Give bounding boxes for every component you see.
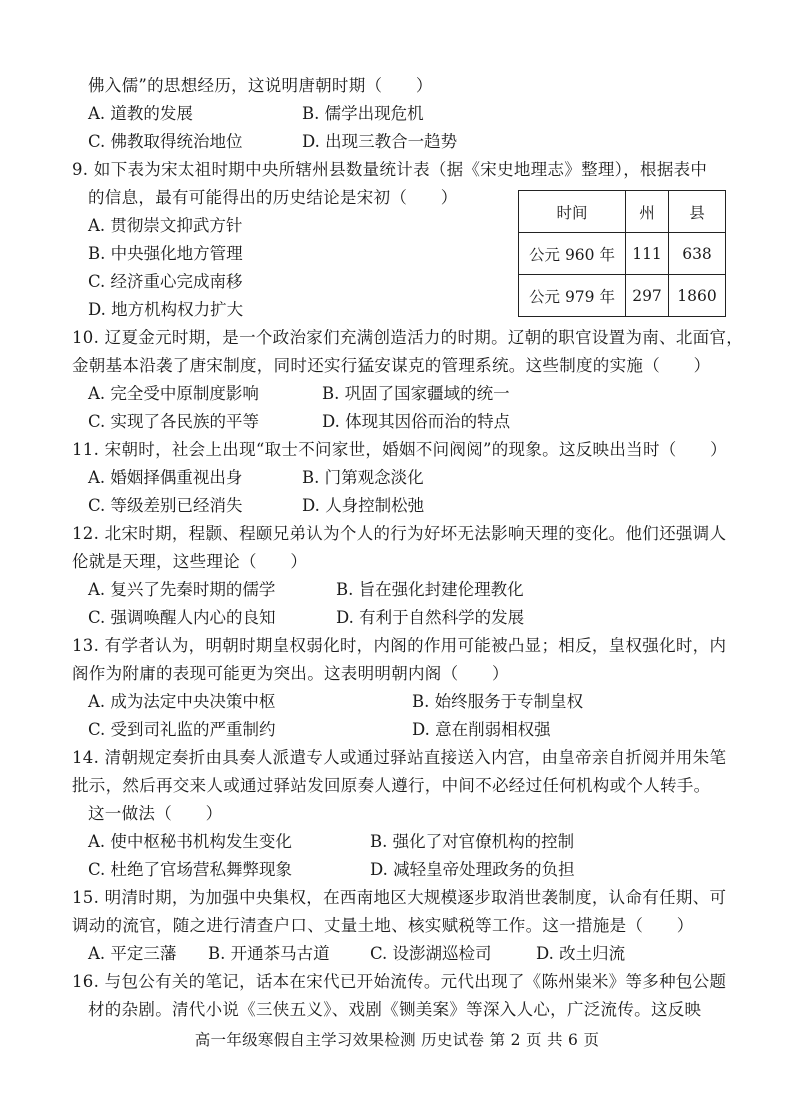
q12-option-d: D. 有利于自然科学的发展 xyxy=(336,608,525,627)
q14-option-d: D. 减轻皇帝处理政务的负担 xyxy=(370,860,575,879)
q16-stem-line-1: 16. 与包公有关的笔记，话本在宋代已开始流传。元代出现了《陈州粜米》等多种包公题 xyxy=(72,972,727,991)
q10-stem-line-2: 金朝基本沿袭了唐宋制度，同时还实行猛安谋克的管理系统。这些制度的实施（ ） xyxy=(72,356,711,375)
table-header-row xyxy=(519,191,726,233)
q10-option-c: C. 实现了各民族的平等 xyxy=(88,412,260,431)
q13-stem-line-2: 阁作为附庸的表现可能更为突出。这表明明朝内阁（ ） xyxy=(72,664,509,683)
q11-option-d: D. 人身控制松弛 xyxy=(302,496,425,515)
q13-option-b: B. 始终服务于专制皇权 xyxy=(412,692,584,711)
table-header-cell: 时间 xyxy=(519,191,626,233)
table-cell: 公元 979 年 xyxy=(519,275,626,317)
q16-stem-line-2: 材的杂剧。清代小说《三侠五义》、戏剧《铡美案》等深入人心，广泛流传。这反映 xyxy=(88,1000,702,1019)
q12-option-a: A. 复兴了先秦时期的儒学 xyxy=(88,580,276,599)
q13-option-a: A. 成为法定中央决策中枢 xyxy=(88,692,276,711)
q9-option-d: D. 地方机构权力扩大 xyxy=(88,300,244,319)
q10-option-b: B. 巩固了国家疆域的统一 xyxy=(322,384,510,403)
q15-stem-line-1: 15. 明清时期，为加强中央集权，在西南地区大规模逐步取消世袭制度，认命有任期、可 xyxy=(72,888,727,907)
q8-option-c: C. 佛教取得统治地位 xyxy=(88,132,243,151)
table-cell: 1860 xyxy=(669,275,726,317)
q9-stem-line-2: 的信息，最有可能得出的历史结论是宋初（ ） xyxy=(88,188,458,207)
table-row xyxy=(519,233,726,275)
table-cell: 638 xyxy=(669,233,726,275)
q13-stem-line-1: 13. 有学者认为，明朝时期皇权弱化时，内阁的作用可能被凸显；相反，皇权强化时，内 xyxy=(72,636,727,655)
q10-option-d: D. 体现其因俗而治的特点 xyxy=(322,412,511,431)
q11-option-b: B. 门第观念淡化 xyxy=(302,468,424,487)
q14-option-a: A. 使中枢秘书机构发生变化 xyxy=(88,832,292,851)
table-cell: 111 xyxy=(626,233,669,275)
q8-option-d: D. 出现三教合一趋势 xyxy=(302,132,458,151)
q15-option-a: A. 平定三藩 xyxy=(88,944,177,963)
q9-data-table xyxy=(518,190,726,317)
q11-option-c: C. 等级差别已经消失 xyxy=(88,496,243,515)
q15-option-b: B. 开通茶马古道 xyxy=(208,944,330,963)
table-row xyxy=(519,275,726,317)
q14-option-b: B. 强化了对官僚机构的控制 xyxy=(370,832,575,851)
q14-option-c: C. 杜绝了官场营私舞弊现象 xyxy=(88,860,293,879)
table-cell: 公元 960 年 xyxy=(519,233,626,275)
q15-option-d: D. 改土归流 xyxy=(536,944,626,963)
q12-stem-line-2: 伦就是天理，这些理论（ ） xyxy=(72,552,308,571)
q12-option-b: B. 旨在强化封建伦理教化 xyxy=(336,580,524,599)
q10-stem-line-1: 10. 辽夏金元时期，是一个政治家们充满创造活力的时期。辽朝的职官设置为南、北面官， xyxy=(72,328,744,347)
table-header-cell: 州 xyxy=(626,191,669,233)
q14-stem-line-1: 14. 清朝规定奏折由具奏人派遣专人或通过驿站直接送入内宫，由皇帝亲自折阅并用朱笔 xyxy=(72,748,727,767)
q10-option-a: A. 完全受中原制度影响 xyxy=(88,384,259,403)
q15-option-c: C. 设澎湖巡检司 xyxy=(370,944,492,963)
q8-option-b: B. 儒学出现危机 xyxy=(302,104,424,123)
q9-option-a: A. 贯彻崇文抑武方针 xyxy=(88,216,243,235)
q9-option-c: C. 经济重心完成南移 xyxy=(88,272,243,291)
q12-option-c: C. 强调唤醒人内心的良知 xyxy=(88,608,276,627)
page-footer: 高一年级寒假自主学习效果检测 历史试卷 第 2 页 共 6 页 xyxy=(194,1031,600,1049)
q8-option-a: A. 道教的发展 xyxy=(88,104,193,123)
q9-option-b: B. 中央强化地方管理 xyxy=(88,244,243,263)
table-cell: 297 xyxy=(626,275,669,317)
q14-stem-line-3: 这一做法（ ） xyxy=(88,804,223,823)
q8-stem-tail: 佛入儒”的思想经历，这说明唐朝时期（ ） xyxy=(88,76,433,95)
q13-option-c: C. 受到司礼监的严重制约 xyxy=(88,720,276,739)
table-header-cell: 县 xyxy=(669,191,726,233)
q9-stem-line-1: 9. 如下表为宋太祖时期中央所辖州县数量统计表（据《宋史地理志》整理），根据表中 xyxy=(72,160,708,179)
q11-option-a: A. 婚姻择偶重视出身 xyxy=(88,468,243,487)
q11-stem-line-1: 11. 宋朝时，社会上出现“取士不问家世，婚姻不问阀阅”的现象。这反映出当时（ ） xyxy=(72,440,727,459)
q14-stem-line-2: 批示，然后再交来人或通过驿站发回原奏人遵行，中间不必经过任何机构或个人转手。 xyxy=(72,776,711,795)
q13-option-d: D. 意在削弱相权强 xyxy=(412,720,551,739)
q12-stem-line-1: 12. 北宋时期，程颢、程颐兄弟认为个人的行为好坏无法影响天理的变化。他们还强调人 xyxy=(72,524,727,543)
q15-stem-line-2: 调动的流官，随之进行清查户口、丈量土地、核实赋税等工作。这一措施是（ ） xyxy=(72,916,694,935)
